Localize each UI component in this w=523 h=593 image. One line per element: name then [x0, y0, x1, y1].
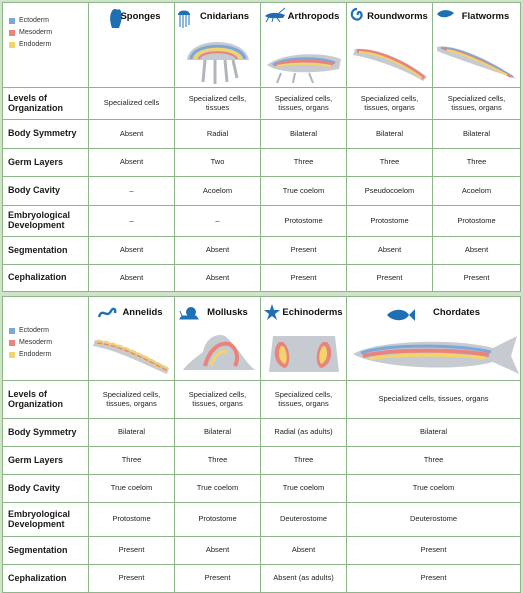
table-cell: Three: [175, 447, 261, 475]
table-cell: Absent: [89, 237, 175, 265]
header-row: [3, 297, 521, 381]
legend-item-mesoderm: [9, 29, 52, 37]
table-cell: Three: [261, 149, 347, 177]
column-header-echinoderms: [261, 297, 347, 381]
table-cell: Specialized cells, tissues, organs: [175, 381, 261, 419]
row-label: Germ Layers: [3, 447, 89, 475]
row-label: Germ Layers: [3, 149, 89, 177]
table-cell: Absent: [175, 237, 261, 265]
table-row: [3, 419, 521, 447]
table-cell: Protostome: [347, 206, 433, 237]
column-title: Roundworms: [367, 11, 428, 22]
table-row: [3, 265, 521, 292]
table-cell: Present: [261, 265, 347, 292]
table-cell: Specialized cells, tissues, organs: [433, 88, 521, 120]
legend-item-endoderm: [9, 351, 52, 359]
row-label: Levels of Organization: [3, 88, 89, 120]
row-label: Body Symmetry: [3, 120, 89, 149]
table-cell: Radial (as adults): [261, 419, 347, 447]
column-title: Arthropods: [287, 11, 340, 22]
table-cell: Three: [89, 447, 175, 475]
table-row: [3, 177, 521, 206]
table-cell: True coelom: [261, 177, 347, 206]
legend-label: Ectoderm: [19, 17, 49, 24]
table-cell: Bilateral: [261, 120, 347, 149]
row-label: Embryological Development: [3, 503, 89, 537]
row-label: Body Cavity: [3, 177, 89, 206]
endoderm-swatch: [9, 42, 15, 48]
row-label: Body Symmetry: [3, 419, 89, 447]
table-row: [3, 503, 521, 537]
table-cell: Present: [347, 265, 433, 292]
table-cell: Protostome: [261, 206, 347, 237]
table-cell: Absent: [175, 265, 261, 292]
table-cell: Present: [433, 265, 521, 292]
column-title: Chordates: [433, 307, 480, 318]
row-label: Cephalization: [3, 565, 89, 593]
table-cell: Bilateral: [175, 419, 261, 447]
table-cell: Protostome: [175, 503, 261, 537]
table-cell: Two: [175, 149, 261, 177]
table-cell: Acoelom: [433, 177, 521, 206]
column-header-chordates: [347, 297, 521, 381]
table-cell: Absent: [347, 237, 433, 265]
table-cell: Specialized cells, tissues, organs: [347, 88, 433, 120]
table-cell: True coelom: [347, 475, 521, 503]
table-cell: True coelom: [175, 475, 261, 503]
table-cell: Present: [347, 537, 521, 565]
table-cell: Pseudocoelom: [347, 177, 433, 206]
column-title: Mollusks: [207, 307, 248, 318]
row-label: Segmentation: [3, 537, 89, 565]
row-label: Levels of Organization: [3, 381, 89, 419]
row-label: Body Cavity: [3, 475, 89, 503]
table-cell: Absent: [261, 537, 347, 565]
table-cell: Absent (as adults): [261, 565, 347, 593]
legend-item-mesoderm: [9, 339, 52, 347]
table-row: [3, 206, 521, 237]
table-cell: –: [89, 177, 175, 206]
column-title: Echinoderms: [282, 307, 343, 318]
table-cell: Absent: [89, 265, 175, 292]
table-cell: Acoelom: [175, 177, 261, 206]
column-header-sponges: [89, 3, 175, 88]
roundworm-illustration: [347, 35, 433, 85]
table-cell: Deuterostome: [347, 503, 521, 537]
row-label: Cephalization: [3, 265, 89, 292]
table-cell: –: [175, 206, 261, 237]
table-cell: Present: [89, 537, 175, 565]
ectoderm-swatch: [9, 18, 15, 24]
legend-item-ectoderm: [9, 17, 52, 25]
table-row: [3, 565, 521, 593]
table-cell: Three: [261, 447, 347, 475]
endoderm-swatch: [9, 352, 15, 358]
table-cell: Three: [347, 149, 433, 177]
legend: [9, 17, 52, 53]
table-cell: Specialized cells, tissues, organs: [261, 88, 347, 120]
table-row: [3, 475, 521, 503]
cnidarian-illustration: [175, 30, 261, 85]
legend-label: Endoderm: [19, 351, 52, 359]
table-cell: Absent: [89, 149, 175, 177]
annelid-illustration: [89, 328, 175, 378]
column-title: Annelids: [122, 307, 163, 318]
legend-cell: [3, 3, 89, 88]
table-cell: True coelom: [261, 475, 347, 503]
arthropod-illustration: [261, 35, 347, 85]
table-cell: Present: [89, 565, 175, 593]
table-row: [3, 88, 521, 120]
table-cell: Specialized cells, tissues, organs: [89, 381, 175, 419]
row-label: Segmentation: [3, 237, 89, 265]
table-cell: Bilateral: [347, 120, 433, 149]
table-cell: Protostome: [89, 503, 175, 537]
mollusk-illustration: [175, 326, 261, 378]
table-cell: Specialized cells: [89, 88, 175, 120]
row-label: Embryological Development: [3, 206, 89, 237]
legend-label: Mesoderm: [19, 339, 53, 347]
column-header-cnidarians: [175, 3, 261, 88]
column-header-annelids: [89, 297, 175, 381]
table-row: [3, 537, 521, 565]
column-header-roundworms: [347, 3, 433, 88]
table-cell: Absent: [89, 120, 175, 149]
column-title: Flatworms: [461, 11, 510, 22]
legend-label: Ectoderm: [19, 327, 49, 334]
table-cell: True coelom: [89, 475, 175, 503]
table-cell: Protostome: [433, 206, 521, 237]
table-cell: Radial: [175, 120, 261, 149]
chordate-illustration: [347, 328, 521, 378]
table-cell: Deuterostome: [261, 503, 347, 537]
table-cell: –: [89, 206, 175, 237]
table-row: [3, 149, 521, 177]
legend-label: Mesoderm: [19, 29, 53, 37]
table-cell: Specialized cells, tissues: [175, 88, 261, 120]
table-cell: Three: [433, 149, 521, 177]
legend: [9, 327, 52, 363]
table-cell: Present: [347, 565, 521, 593]
table-cell: Bilateral: [347, 419, 521, 447]
table-row: [3, 120, 521, 149]
legend-cell: [3, 297, 89, 381]
column-header-mollusks: [175, 297, 261, 381]
ectoderm-swatch: [9, 328, 15, 334]
table-row: [3, 447, 521, 475]
legend-item-endoderm: [9, 41, 52, 49]
table-cell: Present: [175, 565, 261, 593]
column-title: Sponges: [120, 11, 161, 22]
column-header-flatworms: [433, 3, 521, 88]
table-cell: Three: [347, 447, 521, 475]
flatworm-illustration: [433, 35, 521, 85]
table-cell: Bilateral: [433, 120, 521, 149]
legend-item-ectoderm: [9, 327, 52, 335]
column-header-arthropods: [261, 3, 347, 88]
column-title: Cnidarians: [199, 11, 250, 22]
table-row: [3, 381, 521, 419]
table-cell: Absent: [175, 537, 261, 565]
table-cell: Present: [261, 237, 347, 265]
table-cell: Absent: [433, 237, 521, 265]
echinoderm-illustration: [261, 328, 347, 378]
comparison-table-1: [2, 2, 521, 292]
table-cell: Specialized cells, tissues, organs: [261, 381, 347, 419]
header-row: [3, 3, 521, 88]
table-row: [3, 237, 521, 265]
table-cell: Bilateral: [89, 419, 175, 447]
comparison-table-2: [2, 296, 521, 593]
legend-label: Endoderm: [19, 41, 52, 49]
table-cell: Specialized cells, tissues, organs: [347, 381, 521, 419]
mesoderm-swatch: [9, 30, 15, 36]
mesoderm-swatch: [9, 340, 15, 346]
